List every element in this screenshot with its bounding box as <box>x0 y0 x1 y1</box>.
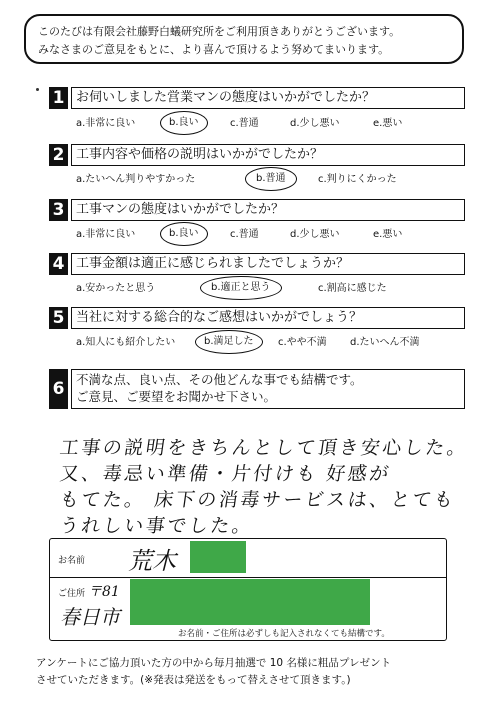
question-text: 工事マンの態度はいかがでしたか？ <box>71 199 465 221</box>
question-text: 工事金額は適正に感じられましたでしょうか？ <box>71 253 465 275</box>
comment-line-2: 又、毒忌い準備・片付けも 好感が <box>58 463 393 485</box>
q4-option-c[interactable]: c.割高に感じた <box>318 283 387 294</box>
address-value[interactable]: 春日市 <box>60 605 120 629</box>
question-4 <box>49 253 465 275</box>
question-text-line-1: 不満な点、良い点、その他どんな事でも結構です。 <box>76 372 363 387</box>
q5-option-c[interactable]: c.やや不満 <box>278 337 327 348</box>
question-2 <box>49 144 465 166</box>
question-text <box>71 369 465 409</box>
question-5 <box>49 307 465 329</box>
q4-option-a[interactable]: a.安かったと思う <box>76 283 156 294</box>
footer-line-1: アンケートにご協力頂いた方の中から毎月抽選で 10 名様に粗品プレゼント <box>36 657 391 669</box>
q2-option-a[interactable]: a.たいへん判りやすかった <box>76 174 196 185</box>
q4-option-b-selected[interactable]: b.適正と思う <box>200 276 282 300</box>
name-label: お名前 <box>58 556 86 566</box>
question-text: お伺いしました営業マンの態度はいかがでしたか？ <box>71 87 465 109</box>
question-number: 3 <box>49 199 68 221</box>
stray-dot <box>36 88 39 91</box>
footer <box>36 655 391 689</box>
question-number: 5 <box>49 307 68 329</box>
redaction-block <box>130 579 370 625</box>
q2-option-c[interactable]: c.判りにくかった <box>318 174 397 185</box>
q3-option-e[interactable]: e.悪い <box>373 229 403 240</box>
q3-option-a[interactable]: a.非常に良い <box>76 229 136 240</box>
q5-option-b-selected[interactable]: b.満足した <box>195 330 263 354</box>
q3-option-d[interactable]: d.少し悪い <box>290 229 340 240</box>
comment-line-1: 工事の説明をきちんとして頂き安心した。 <box>58 437 470 459</box>
question-text: 工事内容や価格の説明はいかがでしたか？ <box>71 144 465 166</box>
address-label: ご住所 <box>58 589 86 599</box>
intro-line-2: みなさまのご意見をもとに、より喜んで頂けるよう努めてまいります。 <box>38 43 390 56</box>
question-number: 1 <box>49 87 68 109</box>
intro-message-box <box>24 14 464 64</box>
question-number: 4 <box>49 253 68 275</box>
q3-option-c[interactable]: c.普通 <box>230 229 259 240</box>
name-row <box>50 539 446 578</box>
question-3 <box>49 199 465 221</box>
question-1 <box>49 87 465 109</box>
question-6 <box>49 369 465 409</box>
contact-form-box <box>49 538 447 641</box>
q1-option-c[interactable]: c.普通 <box>230 118 259 129</box>
postal-value[interactable]: 〒81 <box>88 584 120 600</box>
q2-option-b-selected[interactable]: b.普通 <box>245 167 297 191</box>
name-value[interactable]: 荒木 <box>128 547 176 575</box>
footer-line-2: させていただきます。(※発表は発送をもって替えさせて頂きます。) <box>36 674 351 686</box>
q5-option-d[interactable]: d.たいへん不満 <box>350 337 420 348</box>
optional-note: お名前・ご住所は必ずしも記入されなくても結構です。 <box>178 629 390 639</box>
redaction-block <box>190 541 246 573</box>
q1-option-b-selected[interactable]: b.良い <box>160 111 208 135</box>
question-text-line-2: ご意見、ご要望をお聞かせ下さい。 <box>76 389 277 404</box>
question-number: 2 <box>49 144 68 166</box>
question-number: 6 <box>49 369 68 409</box>
intro-line-1: このたびは有限会社藤野白蟻研究所をご利用頂きありがとうございます。 <box>38 25 401 38</box>
comment-line-3: もてた。 床下の消毒サービスは、とても <box>58 489 457 511</box>
q5-option-a[interactable]: a.知人にも紹介したい <box>76 337 176 348</box>
q1-option-d[interactable]: d.少し悪い <box>290 118 340 129</box>
question-text: 当社に対する総合的なご感想はいかがでしょう？ <box>71 307 465 329</box>
q1-option-a[interactable]: a.非常に良い <box>76 118 136 129</box>
q3-option-b-selected[interactable]: b.良い <box>160 222 208 246</box>
q1-option-e[interactable]: e.悪い <box>373 118 403 129</box>
comment-line-4: うれしい事でした。 <box>58 515 255 537</box>
